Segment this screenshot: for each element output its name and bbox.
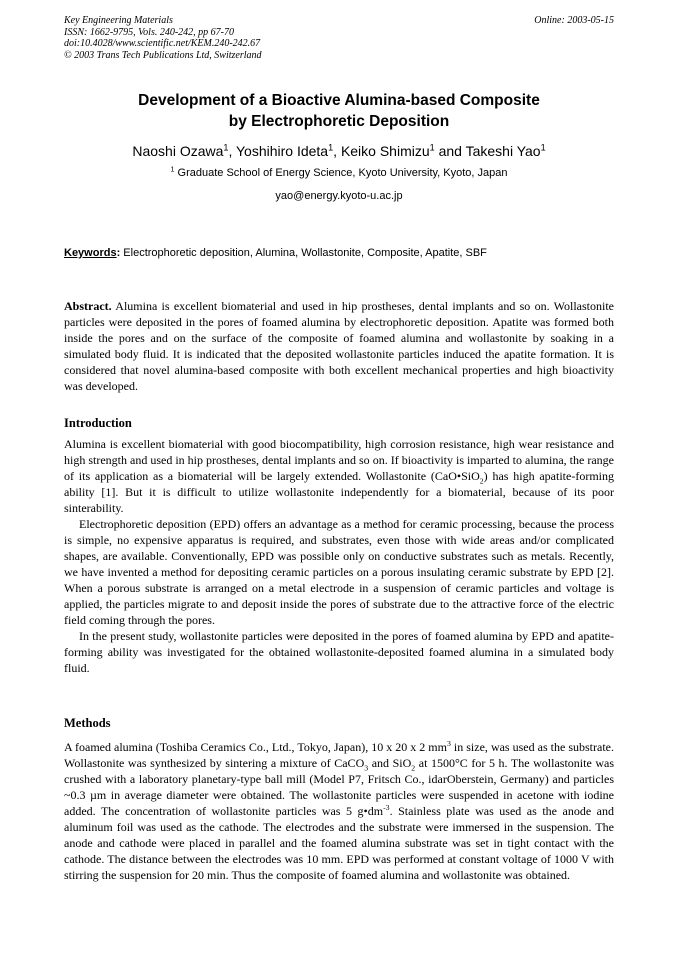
introduction-heading: Introduction	[64, 416, 132, 430]
paragraph: Alumina is excellent biomaterial with good biocompatibility, high corrosion resistance, high wear resistance and high strength and used in hip prostheses, dental implants and so on. If bioactivity is imparted to alumina, the range of its application as a biomaterial will be largely extended. Wollastonite (CaO•SiO$_2$) has high apatite-forming ability [1]. But it is difficult to utilize wollastonite independently for a biomaterial, because of its poor sinterability.	[64, 437, 614, 515]
methods-body	[64, 739, 614, 883]
author: Naoshi Ozawa$^1$,	[132, 142, 236, 159]
author: Yoshihiro Ideta$^1$,	[235, 142, 341, 159]
affiliation-mark: 1	[170, 165, 175, 174]
title-line-2: by Electrophoretic Deposition	[228, 113, 450, 130]
author-list	[0, 142, 678, 160]
keywords-label: Keywords	[64, 247, 117, 259]
contact-email[interactable]: yao@energy.kyoto-u.ac.jp	[275, 190, 403, 202]
keywords: Keywords: Electrophoretic deposition, Alumina, Wollastonite, Composite, Apatite, SBF	[64, 247, 487, 259]
paragraph: A foamed alumina (Toshiba Ceramics Co., Ltd., Tokyo, Japan), 10 x 20 x 2 $mm^3$ in size, was used as the substrate. Wollastonite was synthesized by sintering a mixture of CaCO$_3$ and SiO$_2$ at 1500°C for 5 h. The wollastonite was crushed with a laboratory planetary-type ball mill (Model P7, Fritsch Co., idarOberstein, Germany) and particles ~0.3 µm in average diameter were obtained. The wollastonite particles were suspended in acetone with iodine added. The concentration of wollastonite particles was 5 $g•dm^{-3}$. Stainless plate was used as the anode and aluminum foil was used as the cathode. The electrodes and the substrate were immersed in the suspension. The anode and cathode were placed in parallel and the foamed alumina substrate was set in tight contact with the cathode. The distance between the electrodes was 10 mm. EPD was performed at constant voltage of 1000 V with stirring the suspension for 20 min. Thus the composite of foamed alumina and wollastonite was obtained.	[64, 739, 615, 882]
journal-name: Key Engineering Materials	[64, 15, 173, 26]
paragraph: Electrophoretic deposition (EPD) offers an advantage as a method for ceramic processing, because the process is simple, no expensive apparatus is required, and substrates, even those with wide areas and/or complicated shapes, are available. Conventionally, EPD was possible only on conductive substrates such as metals. Recently, we have invented a method for depositing ceramic particles on a porous insulating ceramic substrate by EPD [2]. When a porous substrate is arranged on a metal electrode in a suspension of ceramic particles and voltage is applied, the particles migrate to and deposit inside the pores of substrate due to the attractive force of the electric field coming through the pores.	[64, 517, 614, 627]
issn-line: ISSN: 1662-9795, Vols. 240-242, pp 67-70	[64, 26, 234, 38]
online-date: Online: 2003-05-15	[534, 15, 614, 26]
keywords-text: Electrophoretic deposition, Alumina, Wollastonite, Composite, Apatite, SBF	[120, 247, 487, 259]
affiliation-text: Graduate School of Energy Science, Kyoto University, Kyoto, Japan	[177, 167, 508, 179]
author: Keiko Shimizu$^1$ and	[340, 142, 466, 159]
publication-info	[64, 15, 262, 61]
author: Takeshi Yao$^1$	[465, 142, 546, 159]
abstract-label: Abstract.	[64, 299, 112, 313]
paragraph: In the present study, wollastonite particles were deposited in the pores of foamed alumina by EPD and apatite-forming ability was investigated for the obtained wollastonite-deposited foamed alumina in a simulated body fluid.	[64, 629, 614, 675]
affiliation	[0, 166, 678, 180]
abstract	[64, 298, 614, 394]
abstract-text: Alumina is excellent biomaterial and used in hip prostheses, dental implants and so on. Wollastonite particles were deposited in the pores of foamed alumina by electrophoretic deposition. Apatite was formed both inside the pores and on the surface of the composite of foamed alumina and wollastonite by soaking in a simulated body fluid. It is indicated that the deposited wollastonite particles induced the apatite formation. It is considered that novel alumina-based composite with both excellent mechanical properties and high bioactivity was developed.	[64, 299, 614, 393]
introduction-body	[64, 436, 614, 676]
copyright-line: © 2003 Trans Tech Publications Ltd, Switzerland	[64, 49, 262, 61]
paper-title	[0, 90, 678, 132]
title-line-1: Development of a Bioactive Alumina-based Composite	[138, 92, 540, 109]
doi-line[interactable]: doi:10.4028/www.scientific.net/KEM.240-242.67	[64, 38, 261, 49]
methods-heading: Methods	[64, 716, 111, 730]
